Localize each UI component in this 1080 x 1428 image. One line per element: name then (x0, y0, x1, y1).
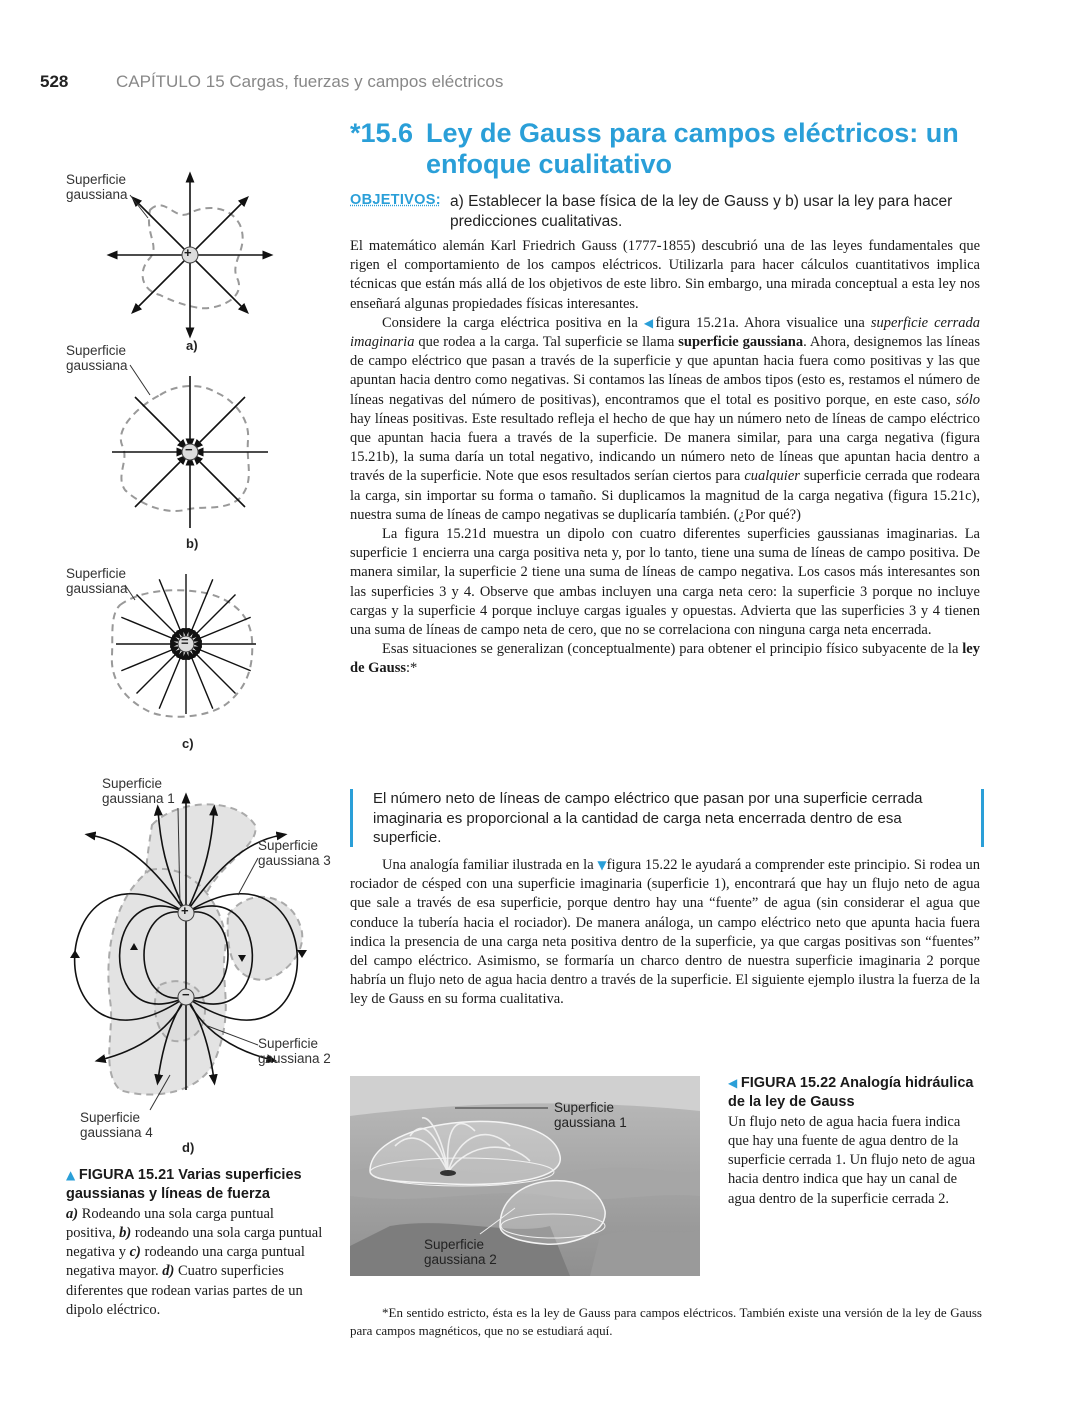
chapter-header: CAPÍTULO 15 Cargas, fuerzas y campos eléctricos (116, 72, 504, 91)
label-a: a) (186, 338, 198, 353)
body-text-block-1 (350, 237, 980, 679)
gaussian-surface-3 (228, 897, 303, 980)
objectives-label: OBJETIVOS: (350, 192, 441, 208)
charge-d-negative: − (182, 987, 190, 1002)
law-statement-box (350, 789, 984, 847)
label-d-surface-3: Superficie gaussiana 3 (258, 838, 331, 868)
field-line (137, 595, 179, 637)
field-line (121, 648, 176, 671)
section-number: *15.6 (350, 118, 414, 148)
label-c-surface: Superficie gaussiana (66, 566, 128, 596)
field-line (137, 652, 179, 694)
charge-d-positive: + (181, 903, 189, 918)
label-d-surface-4: Superficie gaussiana 4 (80, 1110, 153, 1140)
field-line (159, 654, 182, 709)
triangle-down-icon: ▼ (597, 858, 607, 872)
label-a-surface: Superficie gaussiana (66, 172, 128, 202)
figure-15-22-text: Un flujo neto de agua hacia fuera indica que hay una fuente de agua dentro de la superficie cerrada 1. Un flujo neto de agua hacia dentro indica que hay un canal de agua dentro de la superficie cerrada 2. (728, 1113, 976, 1207)
field-line (196, 648, 251, 671)
triangle-up-icon: ▲ (66, 1168, 76, 1182)
paragraph-5: Una analogía familiar ilustrada en la ▼figura 15.22 le ayudará a comprender este principio. Si rodea un rociador de césped con una superficie imaginaria (superficie 1), encontrará que hay un flujo neto de agua que sale a través de esa superficie, porque dentro hay una “fuente” de agua (sin considerar el agua que conduce la tubería hacia el rociador). De manera análoga, un campo eléctrico neto que apunta hacia fuera indica la presencia de una carga neta positiva dentro de la superficie, ya que cargas positivas son “fuentes” del campo eléctrico. Asimismo, se formaría un charco dentro de nuestra superficie imaginaria 2 porque habría un flujo neto de agua hacia dentro a través de la superficie. El siguiente ejemplo ilustra la fuerza de la ley de Gauss en su forma cualitativa. (350, 857, 981, 1008)
charge-b-symbol: − (185, 442, 193, 457)
label-fig22-surface-2: Superficie gaussiana 2 (424, 1237, 497, 1267)
label-b-surface: Superficie gaussiana (66, 343, 128, 373)
section-title: Ley de Gauss para campos eléctricos: un enfoque cualitativo (426, 118, 959, 179)
page-number: 528 (40, 72, 69, 91)
footnote: *En sentido estricto, ésta es la ley de Gauss para campos eléctricos. También existe una versión de la ley de Gauss para campos magnéticos, que no se estudiará aquí. (350, 1305, 982, 1338)
paragraph-1: El matemático alemán Karl Friedrich Gauss (1777-1855) descubrió una de las leyes fundamentales que rigen el comportamiento de los campos eléctricos. Utilizarla para hacer cálculos cuantitativos implica técnicas que están más allá de los objetivos de este libro. Sin embargo, una mirada conceptual a esta ley nos enseñará algunas propiedades físicas interesantes. (350, 238, 980, 312)
label-c: c) (182, 736, 194, 751)
label-fig22-surface-1: Superficie gaussiana 1 (554, 1100, 627, 1130)
field-line (121, 617, 176, 640)
triangle-left-icon: ◀ (643, 315, 656, 330)
diagram-d (70, 195, 307, 1110)
label-b: b) (186, 536, 199, 551)
field-line (190, 579, 213, 634)
label-d: d) (182, 1140, 195, 1155)
charge-a-symbol: + (184, 245, 192, 260)
gaussian-surface-c (112, 590, 252, 717)
figure-15-21-caption: ▲ FIGURA 15.21 Varias superficies gaussianas y líneas de fuerza a) Rodeando una sola carga puntual positiva, b) rodeando una sola carga puntual negativa y c) rodeando una carga puntual negativa mayor. d) Cuatro superficies diferentes que rodean varias partes de un dipolo eléctrico. (66, 1167, 323, 1319)
figure-15-21-title: FIGURA 15.21 Varias superficies gaussianas y líneas de fuerza (66, 1167, 302, 1203)
field-line (194, 652, 236, 694)
law-statement: El número neto de líneas de campo eléctrico que pasan por una superficie cerrada imaginaria es proporcional a la cantidad de carga neta encerrada dentro de esa superficie. (373, 790, 923, 846)
body-text-block-2 (350, 856, 980, 1010)
field-line (194, 595, 236, 637)
triangle-left-icon: ◀ (728, 1076, 738, 1090)
objectives-text: a) Establecer la base física de la ley de Gauss y b) usar la ley para hacer predicciones cualitativas. (450, 193, 953, 230)
figure-15-22-title: FIGURA 15.22 Analogía hidráulica de la ley de Gauss (728, 1075, 974, 1111)
paragraph-4: Esas situaciones se generalizan (conceptualmente) para obtener el principio físico subyacente de la ley de Gauss:* (350, 641, 980, 677)
charge-c-symbol: = (181, 634, 189, 649)
label-d-surface-2: Superficie gaussiana 2 (258, 1036, 331, 1066)
figure-15-22-caption (728, 1074, 978, 1209)
paragraph-2: Considere la carga eléctrica positiva en la ◀figura 15.21a. Ahora visualice una superficie cerrada imaginaria que rodea a la carga. Tal superficie se llama superficie gaussiana. Ahora, designemos las líneas de campo eléctrico que pasan a través de la superficie y que apuntan hacia fuera como positivas y las que apuntan hacia dentro como negativas. Si contamos las líneas de ambos tipos (esto es, restamos el número de líneas negativas del número de positivas), encontramos que el total es positivo porque, en este caso, sólo hay líneas positivas. Este resultado refleja el hecho de que hay un número neto de líneas de campo eléctrico que apuntan hacia fuera a través de la superficie. De manera similar, para una carga negativa (figura 15.21b), la suma daría un total negativo, indicando un número neto de líneas que apuntan hacia dentro a través de la superficie. Note que esos resultados serían ciertos para cualquier superficie cerrada que rodeara la carga, sin importar su forma o tamaño. Si duplicamos la magnitud de la carga negativa (figura 15.21c), nuestra suma de líneas de campo negativas se duplicaría también. (¿Por qué?) (350, 314, 980, 523)
figure-15-22-illustration (350, 1076, 700, 1276)
paragraph-3: La figura 15.21d muestra un dipolo con cuatro diferentes superficies gaussianas imaginarias. La superficie 1 encierra una carga positiva neta y, por lo tanto, tiene una suma de líneas de campo positiva. De manera similar, la superficie 2 tiene una suma de líneas de campo negativa. Los casos más interesantes son las superficies 3 y 4. Observe que ambas incluyen una carga neta cero: la superficie 3 porque no incluye cargas y la superficie 4 porque incluye cargas iguales y opuestas. Advierta que las superficies 3 y 4 tienen una suma de líneas de campo neta de cero, que no se correlaciona con ninguna carga neta encerrada. (350, 526, 980, 639)
label-d-surface-1: Superficie gaussiana 1 (102, 776, 175, 806)
figure-15-21-diagrams (0, 0, 340, 1160)
field-line (196, 617, 251, 640)
field-line (159, 579, 182, 634)
field-line (190, 654, 213, 709)
